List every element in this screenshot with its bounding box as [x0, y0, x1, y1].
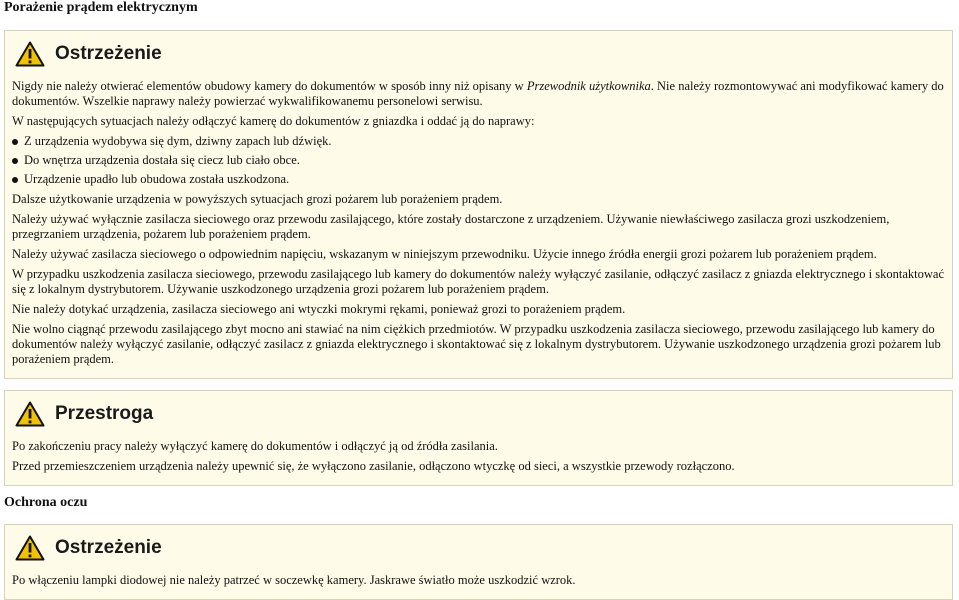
paragraph: Nie należy dotykać urządzenia, zasilacza sieciowego ani wtyczki mokrymi rękami, ponieważ grozi to porażeniem prądem.	[12, 302, 626, 316]
caution-box	[4, 390, 953, 486]
paragraph: Nigdy nie należy otwierać elementów obudowy kamery do dokumentów w sposób inny niż opisany w Przewodnik użytkownika. Nie należy rozmontowywać ani modyfikować kamery do dokumentów. Wszelkie naprawy należy powierzać wykwalifikowanemu personelowi serwisu.	[12, 79, 944, 108]
bullet-dot-icon	[12, 177, 18, 183]
bullet-dot-icon	[12, 158, 18, 164]
paragraph: Należy używać wyłącznie zasilacza sieciowego oraz przewodu zasilającego, które zostały dostarczone z urządzeniem. Używanie niewłaściwego zasilacza grozi uszkodzeniem, przegrzaniem urządzenia, pożarem lub porażeniem prądem.	[12, 212, 890, 241]
paragraph: Po włączeniu lampki diodowej nie należy patrzeć w soczewkę kamery. Jaskrawe światło może uszkodzić wzrok.	[12, 573, 576, 587]
section-heading-eye-protection: Ochrona oczu	[4, 495, 88, 510]
manual-title: Przewodnik użytkownika	[526, 79, 651, 93]
list-item: Urządzenie upadło lub obudowa została uszkodzona.	[12, 172, 945, 187]
warning-triangle-icon	[15, 401, 45, 427]
list-item: Do wnętrza urządzenia dostała się ciecz lub ciało obce.	[12, 153, 945, 168]
paragraph: Po zakończeniu pracy należy wyłączyć kamerę do dokumentów i odłączyć ją od źródła zasilania.	[12, 439, 498, 453]
section-heading-electric-shock: Porażenie prądem elektrycznym	[4, 0, 198, 15]
paragraph: Przed przemieszczeniem urządzenia należy upewnić się, że wyłączono zasilanie, odłączono wtyczkę od sieci, a wszystkie przewody rozłączono.	[12, 459, 735, 473]
paragraph: W przypadku uszkodzenia zasilacza sieciowego, przewodu zasilającego lub kamery do dokumentów należy wyłączyć zasilanie, odłączyć zasilacz z gniazda elektrycznego i skontaktować się z lokalnym dystrybutorem. Używanie uszkodzonego urządzenia grozi pożarem lub porażeniem prądem.	[12, 267, 944, 296]
warning-title-text: Ostrzeżenie	[55, 43, 162, 64]
paragraph: Należy używać zasilacza sieciowego o odpowiednim napięciu, wskazanym w niniejszym przewodniku. Użycie innego źródła energii grozi pożarem lub porażeniem prądem.	[12, 247, 877, 261]
paragraph: W następujących sytuacjach należy odłączyć kamerę do dokumentów z gniazdka i oddać ją do naprawy:	[12, 114, 535, 128]
warning-triangle-icon	[15, 535, 45, 561]
warning-title-text: Ostrzeżenie	[55, 537, 162, 558]
list-item: Z urządzenia wydobywa się dym, dziwny zapach lub dźwięk.	[12, 134, 945, 149]
bullet-list	[12, 134, 945, 187]
bullet-dot-icon	[12, 139, 18, 145]
warning-box-1-title	[15, 41, 945, 67]
caution-title-text: Przestroga	[55, 403, 154, 424]
warning-box-1	[4, 30, 953, 379]
caution-box-title	[15, 401, 945, 427]
paragraph: Dalsze użytkowanie urządzenia w powyższych sytuacjach grozi pożarem lub porażeniem prądem.	[12, 192, 503, 206]
warning-triangle-icon	[15, 41, 45, 67]
paragraph: Nie wolno ciągnąć przewodu zasilającego zbyt mocno ani stawiać na nim ciężkich przedmiotów. W przypadku uszkodzenia zasilacza sieciowego, przewodu zasilającego lub kamery do dokumentów należy wyłączyć zasilanie, odłączyć zasilacz z gniazda elektrycznego i skontaktować się z lokalnym dystrybutorem. Używanie uszkodzonego urządzenia grozi pożarem lub porażeniem prądem.	[12, 322, 941, 366]
warning-box-2	[4, 524, 953, 600]
warning-box-2-title	[15, 535, 945, 561]
